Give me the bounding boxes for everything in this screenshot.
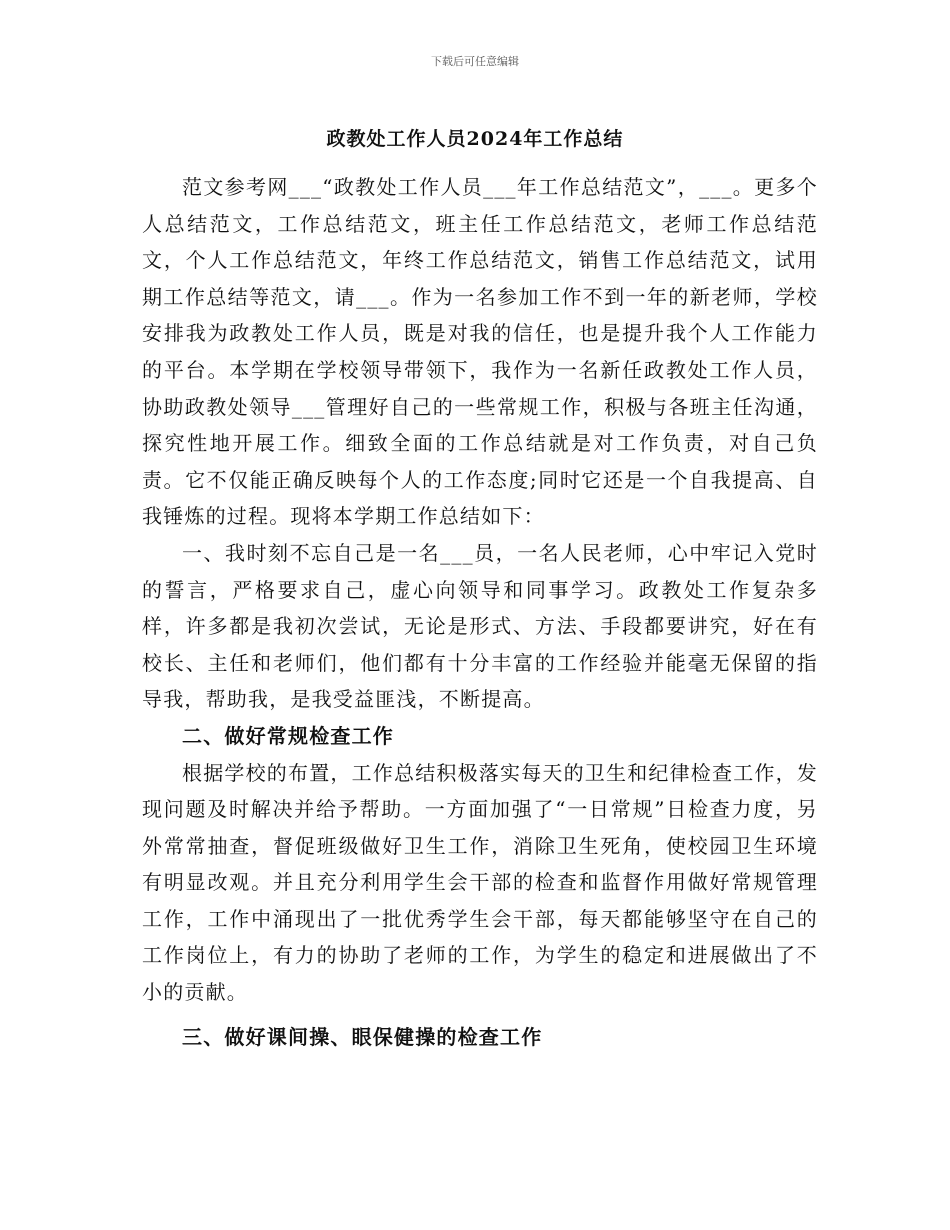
section-heading-three: 三、做好课间操、眼保健操的检查工作	[182, 1024, 543, 1049]
paragraph-section-one: 一、我时刻不忘自己是一名___员，一名人民老师，心中牢记入党时的誓言，严格要求自己，虚心向领导和同事学习。政教处工作复杂多样，许多都是我初次尝试，无论是形式、方法、手段都要讲究，好在有校长、主任和老师们，他们都有十分丰富的工作经验并能毫无保留的指导我，帮助我，是我受益匪浅，不断提高。	[142, 540, 818, 712]
header-note: 下载后可任意编辑	[431, 55, 519, 68]
document-body	[142, 169, 818, 1055]
paragraph-section-two: 根据学校的布置，工作总结积极落实每天的卫生和纪律检查工作，发现问题及时解决并给予帮助。一方面加强了“一日常规”日检查力度，另外常常抽查，督促班级做好卫生工作，消除卫生死角，使校园卫生环境有明显改观。并且充分利用学生会干部的检查和监督作用做好常规管理工作，工作中涌现出了一批优秀学生会干部，每天都能够坚守在自己的工作岗位上，有力的协助了老师的工作，为学生的稳定和进展做出了不小的贡献。	[142, 760, 818, 1005]
document-title: 政教处工作人员2024年工作总结	[326, 128, 624, 150]
section-heading-two: 二、做好常规检查工作	[182, 723, 394, 748]
paragraph-intro: 范文参考网___“政教处工作人员___年工作总结范文”，___。更多个人总结范文，工作总结范文，班主任工作总结范文，老师工作总结范文，个人工作总结范文，年终工作总结范文，销售工作总结范文，试用期工作总结等范文，请___。作为一名参加工作不到一年的新老师，学校安排我为政教处工作人员，既是对我的信任，也是提升我个人工作能力的平台。本学期在学校领导带领下，我作为一名新任政教处工作人员，协助政教处领导___管理好自己的一些常规工作，积极与各班主任沟通，探究性地开展工作。细致全面的工作总结就是对工作负责，对自己负责。它不仅能正确反映每个人的工作态度;同时它还是一个自我提高、自我锤炼的过程。现将本学期工作总结如下：	[142, 175, 818, 529]
